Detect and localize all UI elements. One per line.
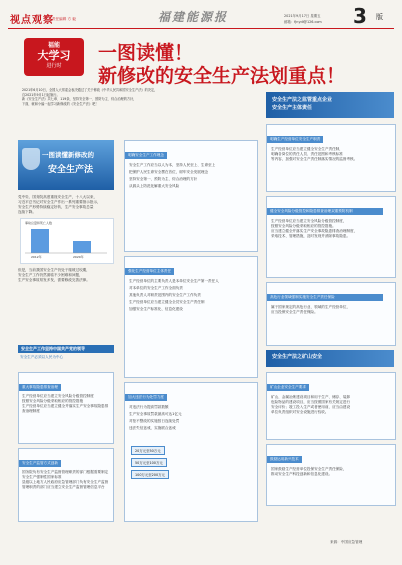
headline-line1: 一图读懂！: [98, 42, 194, 64]
mid-section3-title: 加大违法行为处罚力度: [125, 394, 167, 401]
amount-tag: 50万元至100万元: [131, 458, 167, 467]
right-item5-head: 鼓励运用新兴技术: [267, 456, 302, 463]
left-body2-line: 安全生产工作仍然面临不少困难和问题，: [18, 273, 83, 277]
mid-section3-item: 生产安全事故罚款最高可达1亿元: [129, 412, 182, 416]
intro-line: 自2021年9月1日起施行。: [22, 92, 60, 97]
right-item4-head: 矿山企业安全生产要求: [267, 384, 309, 391]
right-item1-head: 明确生产经营单位安全生产职责: [267, 136, 323, 143]
chart-legend: 事故总量和死亡人数: [25, 221, 53, 225]
source-credit: 来源：中国应急管理: [330, 540, 363, 544]
right-item2: [266, 196, 396, 278]
right-item1: [266, 124, 396, 192]
masthead: [8, 6, 394, 29]
mid-section1-item: 安全生产工作应当以人为本，坚持人民至上、生命至上: [129, 163, 216, 167]
left-body-2: [18, 268, 114, 283]
right-banner1-line1: 安全生产法之监管重点企业: [272, 97, 333, 103]
right-banner1-line2: 安全生产主体责任: [272, 105, 313, 111]
headline-line2: 新修改的安全生产法划重点！: [98, 65, 346, 87]
right-item3-line: 应当投保安全生产责任保险。: [271, 310, 318, 314]
section-name: 视点观察: [10, 15, 54, 26]
left-section2-item: 生产经营单位应当建立健全并落实生产安全事故隐患排查治理制度: [22, 404, 109, 413]
left-section1-sub: 安全生产必须以人民为中心: [20, 355, 64, 359]
right-item4-line: 矿山、金属冶炼建设项目和用于生产、储存、装卸: [271, 395, 351, 399]
left-section3-item: 国务院负有安全生产监督管理职责的部门根据需要制定安全生产强制性国家标准: [22, 470, 109, 479]
mid-section3-item: 对拒不整改的实施按日连续处罚: [129, 419, 180, 423]
caption-2012: 2012年: [31, 255, 42, 259]
left-body-line: 党中央、国务院高度重视安全生产，十八大以来，: [18, 195, 98, 199]
amount-tag: 20万元至50万元: [131, 446, 165, 455]
mid-section1-item: 把保护人民生命安全摆在首位，树牢安全发展理念: [129, 170, 209, 174]
mid-section2-title: 强化生产经营单位主体责任: [125, 268, 174, 275]
left-section2-title: 重大事故隐患排查治理: [19, 384, 61, 391]
left-body2-line: 生产安全事故易发多发，需要修改完善法律。: [18, 278, 90, 282]
poster-title-1: 一图读懂新修改的: [42, 151, 94, 159]
paper-name: 福建能源报: [158, 10, 229, 24]
mid-section3: [124, 382, 258, 522]
mid-section2-item: 对本单位的安全生产工作全面负责: [129, 286, 183, 290]
mid-section2: [124, 256, 258, 378]
right-item3: [266, 282, 396, 346]
poster-title-2: 安全生产法: [48, 165, 94, 175]
bar-2012: [31, 229, 49, 253]
left-section2-item: 生产经营单位应当建立安全风险分级管控制度: [22, 394, 94, 398]
poster: [18, 140, 114, 190]
mid-section1-item: 坚持安全第一、预防为主、综合治理的方针: [129, 177, 198, 181]
intro-line: 2021年6月10日，全国人大常委会表决通过了关于修改《中华人民共和国安全生产法》的决定，: [22, 88, 158, 92]
left-body-line: 连续下降。: [18, 210, 36, 214]
decline-chart: [20, 218, 114, 264]
mid-section2-item: 加强安全生产标准化、信息化建设: [129, 307, 183, 311]
left-body2-line: 但是，当前我国安全生产仍处于爬坡过坎期，: [18, 268, 90, 272]
left-section3-item: 县级以上地方人民政府应急管理部门负有安全生产监督管理职责的部门应当建立安全生产监督管理信息平台: [22, 480, 109, 489]
right-item4-line: 单位负责组织对安全设施进行验收。: [271, 410, 329, 414]
right-item2-line: 采取技术、管理措施，及时发现并消除事故隐患。: [271, 234, 351, 238]
right-item3-line: 属于国家规定的高危行业、领域的生产经营单位，: [271, 305, 351, 309]
editor-info: 责任编辑 方 毅: [52, 17, 76, 21]
email-info: 邮箱：fjnydl@126.com: [284, 20, 322, 24]
mid-section1: [124, 140, 258, 252]
page-suffix: 版: [376, 13, 383, 21]
badge-mid: 大学习: [37, 49, 71, 62]
caption-2020: 2020年: [73, 255, 84, 259]
right-item3-head: 高危行业领域强制实施安全生产责任保险: [267, 294, 383, 301]
intro-line: 下面，就和小编一起学习新修改的《安全生产法》吧！: [22, 101, 99, 106]
right-item4: [266, 372, 396, 440]
mid-section2-item: 生产经营单位应当建立健全全员安全生产责任制: [129, 300, 205, 304]
mid-section1-item: 从源头上防范化解重大安全风险: [129, 184, 180, 188]
left-body-line: 安全生产形势持续稳定好转，生产安全事故总量: [18, 205, 94, 209]
right-item1-line: 明确各岗位的责任人员、责任范围和考核标准: [271, 152, 343, 156]
left-section2: [18, 372, 114, 444]
right-item5-line: 国家鼓励生产经营单位投保安全生产责任保险，: [271, 467, 347, 471]
right-banner1: [266, 92, 394, 118]
left-body: [18, 195, 114, 215]
page-number: 3: [353, 4, 367, 28]
mid-section2-item: 其他负责人对职责范围内的安全生产工作负责: [129, 293, 201, 297]
right-item4-line: 安全评价；竣工投入生产或者使用前，应当由建设: [271, 405, 351, 409]
right-item1-line: 等内容，加强对安全生产责任制落实情况的监督考核。: [271, 157, 358, 161]
fine-amounts: [131, 443, 249, 482]
mid-section1-title: 明确安全生产工作理念: [125, 152, 167, 159]
mid-section2-item: 生产经营单位的主要负责人是本单位安全生产第一责任人: [129, 279, 219, 283]
badge-bottom: 进行时: [46, 63, 62, 69]
right-item4-line: 危险物品的建设项目，应当按照国家有关规定进行: [271, 400, 351, 404]
right-item1-line: 生产经营单位应当建立健全安全生产责任制，: [271, 147, 343, 151]
left-section1-title: 安全生产工作坚持中国共产党的领导: [18, 345, 114, 353]
study-badge: [24, 38, 84, 76]
right-item2-line: 按照安全风险分级采取相应的管控措施。: [271, 224, 336, 228]
right-item5: [266, 444, 396, 506]
poster-shield-icon: [22, 148, 40, 170]
badge-top: 福能: [47, 42, 60, 49]
left-body-line: 习近平总书记对安全生产作出一系列重要指示批示，: [18, 200, 101, 204]
left-section3: [18, 448, 114, 522]
issue-info: 2021年9月17日 星期五: [284, 14, 321, 18]
right-item2-head: 健全安全风险分级管控和隐患排查治理双重预防机制: [267, 208, 383, 215]
amount-tag: 100万元至200万元: [131, 470, 169, 479]
intro-line: 新《安全生产法》共七章、119条，坚持安全第一、预防为主、综合治理的方针，: [22, 97, 137, 102]
right-item5-line: 推动安全生产科技创新和信息化建设。: [271, 472, 333, 476]
right-banner2: 安全生产法之矿山安全: [266, 350, 394, 367]
left-section2-item: 按照安全风险分级采取相应的管控措施: [22, 399, 84, 403]
left-section3-title: 安全生产监管方式创新: [19, 460, 61, 467]
mid-section3-item: 对违法行为提高罚款数额: [129, 405, 169, 409]
bar-2020: [73, 241, 91, 253]
mid-section3-item: 违法失信惩戒，实施联合惩戒: [129, 426, 176, 430]
right-item2-line: 应当建立健全并落实生产安全事故隐患排查治理制度，: [271, 229, 358, 233]
right-item2-line: 生产经营单位应当建立安全风险分级管控制度，: [271, 219, 347, 223]
